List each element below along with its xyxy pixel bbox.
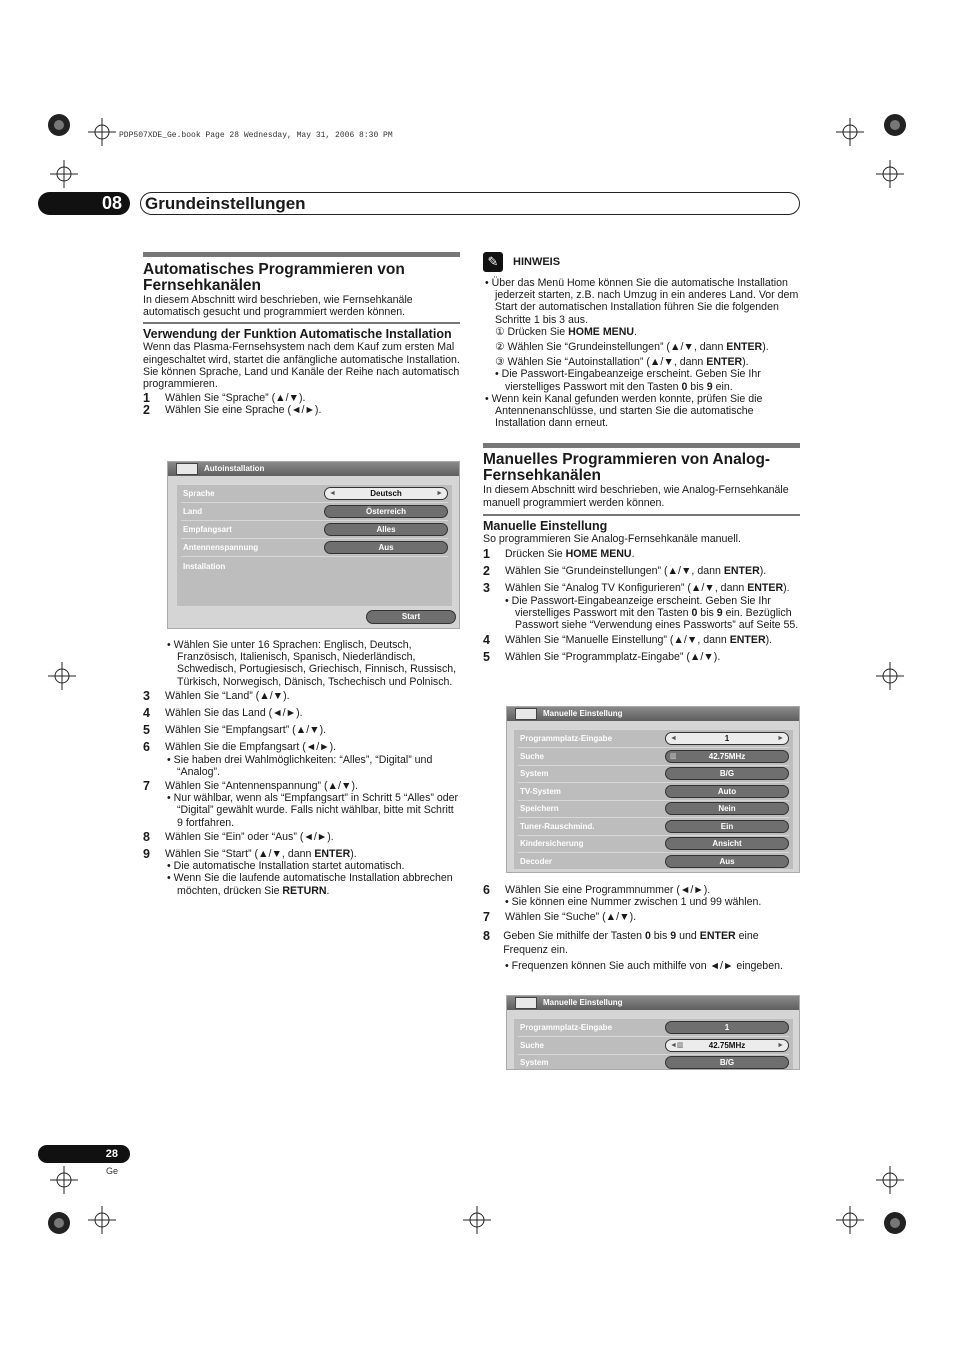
manuelle-einstellung-screen xyxy=(506,706,800,873)
key-home-menu: HOME MENU xyxy=(568,325,635,338)
menu-row-value: 42.75MHz xyxy=(708,1040,746,1050)
step-text: Wählen Sie “Land” (▲/▼). xyxy=(165,689,290,702)
menu-row-label: Kindersicherung xyxy=(520,839,584,848)
step-text-part: bis xyxy=(650,929,671,942)
page-number: 28 xyxy=(38,1145,130,1163)
step-number: 5 xyxy=(143,723,150,738)
tv-menu-icon xyxy=(515,997,537,1009)
note-text: bis xyxy=(687,380,707,393)
menu-row-label: Land xyxy=(183,507,203,516)
step-text: Wählen Sie “Programmplatz-Eingabe” (▲/▼). xyxy=(505,651,721,664)
registration-mark-icon xyxy=(882,112,908,138)
bullet-text: Sie haben drei Wahlmöglichkeiten: “Alles”, “Digital” und “Analog”. xyxy=(173,753,433,778)
step-text-part: Wählen Sie “Manuelle Einstellung” (▲/▼, dann xyxy=(505,634,730,647)
arrow-right-icon: ► xyxy=(436,490,443,497)
step-text: Wählen Sie “Ein” oder “Aus” (◄/►). xyxy=(165,830,334,843)
bullet-text: . xyxy=(326,884,330,897)
note-text: ). xyxy=(762,341,769,354)
step-number: 7 xyxy=(143,779,150,794)
chapter-title: Grundeinstellungen xyxy=(140,192,800,215)
step-text: Wählen Sie “Sprache” (▲/▼). xyxy=(165,392,306,405)
menu-row-label: Suche xyxy=(520,1040,545,1050)
menu-row-system[interactable] xyxy=(518,1054,789,1070)
menu-row-label: Speichern xyxy=(520,804,559,813)
menu-row-value: 1 xyxy=(665,1021,789,1034)
note-substep xyxy=(483,341,800,353)
value-selector[interactable] xyxy=(665,1039,789,1052)
note-text: ein. xyxy=(712,380,733,393)
step xyxy=(483,911,800,923)
step-text-part: Drücken Sie xyxy=(505,548,566,561)
step-number: 4 xyxy=(483,633,490,648)
menu-row-label: Sprache xyxy=(183,489,215,498)
crosshair-icon xyxy=(876,160,904,188)
menu-row-label: Programmplatz-Eingabe xyxy=(520,734,613,743)
step-number: 2 xyxy=(143,403,150,418)
step-number: 2 xyxy=(483,564,490,579)
bullet-text: Wenn Sie die laufende automatische Installation abbrechen möchten, drücken Sie xyxy=(173,872,453,897)
note-text: ② Wählen Sie “Grundeinstellungen” (▲/▼, dann xyxy=(495,341,727,354)
menu-row-value: Alles xyxy=(324,523,448,536)
step-text: Wählen Sie “Antennenspannung” (▲/▼). xyxy=(165,780,358,793)
step-text: Wählen Sie “Empfangsart” (▲/▼). xyxy=(165,724,327,737)
menu-row-decoder[interactable] xyxy=(518,853,789,871)
menu-row-label: Installation xyxy=(183,561,226,571)
menu-row-kindersicherung[interactable] xyxy=(518,835,789,853)
note-substep xyxy=(483,356,800,368)
screen-title: Autoinstallation xyxy=(204,464,265,473)
crosshair-icon xyxy=(463,1206,491,1234)
step-text-part: und xyxy=(676,929,700,942)
step-number: 6 xyxy=(143,740,150,755)
step-text xyxy=(505,565,766,577)
value-selector[interactable] xyxy=(665,750,789,763)
menu-row-label: Programmplatz-Eingabe xyxy=(520,1023,613,1032)
crosshair-icon xyxy=(50,160,78,188)
step-number: 5 xyxy=(483,650,490,665)
key-home-menu: HOME MENU xyxy=(565,548,632,561)
section-rule xyxy=(143,252,460,257)
step xyxy=(483,651,800,663)
left-column-steps xyxy=(143,639,460,897)
note-text: Über das Menü Home können Sie die automatische Installation jederzeit starten, z.B. nach Umzug in ein anderes Land. Vor dem Start der automatischen Installation führen Sie die folgenden Schritte 1 bis 3 aus. xyxy=(491,277,799,326)
bullet-text: bis xyxy=(697,606,717,619)
key-9: 9 xyxy=(670,929,677,942)
step xyxy=(143,404,460,416)
step-number: 7 xyxy=(483,910,490,925)
menu-row-value: Ansicht xyxy=(665,837,789,850)
subsection-heading: Verwendung der Funktion Automatische Installation xyxy=(143,327,452,342)
menu-row-value: Ein xyxy=(665,820,789,833)
bullet-text: Wählen Sie unter 16 Sprachen: Englisch, Deutsch, Französisch, Italienisch, Spanisch, Niederländisch, Schwedisch, Portugiesisch, Griechisch, Finnisch, Russisch, Türkisch, Norwegisch, Dänisch, Tschechisch und Polnisch. xyxy=(173,639,457,688)
step xyxy=(483,582,800,594)
crosshair-icon xyxy=(88,1206,116,1234)
subsection-rule xyxy=(143,322,460,324)
note-bullet: • Wenn kein Kanal gefunden werden konnte, prüfen Sie die Antennenanschlüsse, und starten Sie die automatische Installation dann erneut. xyxy=(485,392,763,430)
step-text-part: Geben Sie mithilfe der Tasten xyxy=(503,929,645,942)
step-number: 8 xyxy=(483,928,490,943)
menu-row-label: Empfangsart xyxy=(183,525,232,534)
menu-row-label: System xyxy=(520,769,549,778)
menu-row-land[interactable] xyxy=(181,503,448,521)
crosshair-icon xyxy=(836,1206,864,1234)
bullet-text: ein. Bezüglich Passwort siehe “Verwendung eines Passworts” auf Seite 55. xyxy=(515,606,799,632)
pencil-note-icon: ✎ xyxy=(483,252,503,272)
section-heading: Automatisches Programmieren von Fernsehkanälen xyxy=(143,261,405,294)
screen-title-bar xyxy=(507,996,799,1010)
value-selector[interactable] xyxy=(324,487,448,500)
menu-row-installation[interactable] xyxy=(181,557,448,575)
menu-row-value: Nein xyxy=(665,802,789,815)
tv-menu-icon xyxy=(176,463,198,475)
bullet-text: Die Passwort-Eingabeanzeige erscheint. Geben Sie Ihr vierstelliges Passwort mit den Tasten xyxy=(511,594,771,619)
menu-row-value: 1 xyxy=(724,734,730,743)
step xyxy=(143,780,460,792)
step-text: Wählen Sie die Empfangsart (◄/►). xyxy=(165,741,337,754)
step-text xyxy=(505,582,790,594)
step-text-part: ). xyxy=(350,848,357,861)
step xyxy=(143,831,460,843)
print-line: PDP507XDE_Ge.book Page 28 Wednesday, May 31, 2006 8:30 PM xyxy=(119,131,393,140)
step-text-part: ). xyxy=(783,582,790,595)
menu-row-value: Auto xyxy=(665,785,789,798)
crosshair-icon xyxy=(48,662,76,690)
key-enter: ENTER xyxy=(723,565,760,578)
right-column xyxy=(483,252,800,664)
menu-row-label: System xyxy=(520,1058,549,1067)
crosshair-icon xyxy=(50,1166,78,1194)
step-text: Wählen Sie eine Sprache (◄/►). xyxy=(165,404,322,417)
menu-row-label: Antennenspannung xyxy=(183,543,259,552)
step-number: 8 xyxy=(143,829,150,844)
registration-mark-icon xyxy=(882,1210,908,1236)
bullet: • Frequenzen können Sie auch mithilfe von ◄/► eingeben. xyxy=(505,959,783,972)
key-return: RETURN xyxy=(282,884,327,897)
step-number: 1 xyxy=(143,391,150,406)
screen-title-bar xyxy=(168,462,459,476)
start-button[interactable]: Start xyxy=(366,610,456,624)
bullet-text: Die automatische Installation startet automatisch. xyxy=(173,860,405,873)
bullet: • Sie haben drei Wahlmöglichkeiten: “Alles”, “Digital” und “Analog”. xyxy=(167,753,433,778)
bullet-text: Sie können eine Nummer zwischen 1 und 99 wählen. xyxy=(511,896,762,909)
menu-row-tv-system[interactable] xyxy=(518,783,789,801)
step-number: 3 xyxy=(483,581,490,596)
step xyxy=(143,848,460,860)
arrow-left-icon: ◄▥ xyxy=(670,1041,684,1049)
key-0: 0 xyxy=(644,929,651,942)
step-text-part: eine Frequenz ein. xyxy=(503,929,759,956)
right-column-steps xyxy=(483,884,800,972)
bullet: • Sie können eine Nummer zwischen 1 und 99 wählen. xyxy=(505,896,762,909)
key-enter: ENTER xyxy=(726,341,763,354)
key-enter: ENTER xyxy=(729,634,766,647)
frequency-bar-icon: ▥ xyxy=(670,752,677,760)
hinweis-header xyxy=(483,252,800,272)
left-column xyxy=(143,252,460,417)
chapter-number: 08 xyxy=(38,192,130,215)
arrow-right-icon: ► xyxy=(777,735,784,742)
bullet: • Wählen Sie unter 16 Sprachen: Englisch, Deutsch, Französisch, Italienisch, Spanisch, Niederländisch, Schwedisch, Portugiesisch, Griechisch, Finnisch, Russisch, Türkisch, Norwegisch, Dänisch, Tschechisch und Polnisch. xyxy=(167,639,457,688)
menu-row-suche[interactable] xyxy=(518,748,789,766)
step-text-part: Wählen Sie “Grundeinstellungen” (▲/▼, dann xyxy=(505,565,724,578)
menu-row-suche[interactable] xyxy=(518,1037,789,1055)
key-enter: ENTER xyxy=(699,929,736,942)
bullet-text: Nur wählbar, wenn als “Empfangsart” in Schritt 5 “Alles” oder “Digital” gewählt wurde. Falls nicht wählbar, bitte mit Schritt 9 fortfahren. xyxy=(173,792,459,829)
step xyxy=(143,724,460,736)
step xyxy=(143,741,460,753)
section-heading: Manuelles Programmieren von Analog-Fernsehkanälen xyxy=(483,451,771,485)
crosshair-icon xyxy=(836,118,864,146)
subsection-text: So programmieren Sie Analog-Fernsehkanäle manuell. xyxy=(483,532,741,545)
step-text-part: . xyxy=(631,548,635,561)
menu-row-programmplatz[interactable] xyxy=(518,1019,789,1037)
crosshair-icon xyxy=(88,118,116,146)
menu-row-label: TV-System xyxy=(520,786,561,796)
step-number: 9 xyxy=(143,847,150,862)
step-text xyxy=(505,634,772,646)
screen-panel xyxy=(513,1018,794,1070)
section-intro: In diesem Abschnitt wird beschrieben, wie Fernsehkanäle automatisch gesucht und programmiert werden können. xyxy=(143,294,413,319)
note-text: ① Drücken Sie xyxy=(495,325,569,338)
section-rule xyxy=(483,443,800,448)
crosshair-icon xyxy=(876,1166,904,1194)
note-substep xyxy=(483,326,800,338)
menu-row-value: Deutsch xyxy=(370,489,402,498)
menu-row-programmplatz[interactable] xyxy=(518,730,789,748)
bullet: • Die Passwort-Eingabeanzeige erscheint. Geben Sie Ihr vierstelliges Passwort mit den Tasten 0 bis 9 ein. Bezüglich Passwort siehe “Verwendung eines Passworts” auf Seite 55. xyxy=(505,594,799,632)
bullet: • Die automatische Installation startet automatisch. xyxy=(167,860,405,873)
registration-mark-icon xyxy=(46,1210,72,1236)
key-9: 9 xyxy=(716,606,723,619)
key-enter: ENTER xyxy=(706,356,743,369)
tv-menu-icon xyxy=(515,708,537,720)
menu-row-label: Tuner-Rauschmind. xyxy=(520,821,595,831)
note-bullet: • Über das Menü Home können Sie die automatische Installation jederzeit starten, z.B. nach Umzug in ein anderes Land. Vor dem Start der automatischen Installation führen Sie die folgenden Schritte 1 bis 3 aus. xyxy=(485,277,799,326)
subsection-rule xyxy=(483,514,800,516)
menu-row-value: Aus xyxy=(324,541,448,554)
key-0: 0 xyxy=(681,380,688,393)
step xyxy=(483,929,800,957)
language-code: Ge xyxy=(106,1166,119,1176)
screen-title: Manuelle Einstellung xyxy=(543,709,623,718)
menu-row-value: B/G xyxy=(665,1056,789,1069)
menu-row-value: Österreich xyxy=(324,505,448,518)
step xyxy=(143,690,460,702)
menu-row-label: Suche xyxy=(520,751,545,761)
note-text: Die Passwort-Eingabeanzeige erscheint. Geben Sie Ihr vierstelliges Passwort mit den Tasten xyxy=(501,368,761,393)
screen-title-bar xyxy=(507,707,799,721)
menu-row-value: B/G xyxy=(665,767,789,780)
step-number: 6 xyxy=(483,883,490,897)
screen-title: Manuelle Einstellung xyxy=(543,998,623,1007)
note-text: ). xyxy=(742,356,749,369)
menu-row-antennenspannung[interactable] xyxy=(181,539,448,557)
step-text: Wählen Sie das Land (◄/►). xyxy=(165,707,303,720)
menu-row-empfangsart[interactable] xyxy=(181,521,448,539)
step-text xyxy=(165,848,357,860)
arrow-left-icon: ◄ xyxy=(329,490,336,497)
bullet: • Wenn Sie die laufende automatische Installation abbrechen möchten, drücken Sie RETURN. xyxy=(167,872,453,897)
step-text: Wählen Sie eine Programmnummer (◄/►). xyxy=(505,884,711,896)
arrow-right-icon: ► xyxy=(777,1041,784,1049)
crosshair-icon xyxy=(876,662,904,690)
autoinstallation-screen xyxy=(167,461,460,629)
step-number: 1 xyxy=(483,547,490,562)
step xyxy=(483,565,800,577)
step xyxy=(143,392,460,404)
step-text-part: Wählen Sie “Analog TV Konfigurieren” (▲/▼, dann xyxy=(505,582,748,595)
section-intro: In diesem Abschnitt wird beschrieben, wie Analog-Fernsehkanäle manuell programmiert werden können. xyxy=(483,484,789,509)
note-subbullet: • Die Passwort-Eingabeanzeige erscheint. Geben Sie Ihr vierstelliges Passwort mit den Tasten 0 bis 9 ein. xyxy=(495,368,761,393)
registration-mark-icon xyxy=(46,112,72,138)
menu-row-system[interactable] xyxy=(518,765,789,783)
step xyxy=(483,884,800,896)
key-enter: ENTER xyxy=(747,582,784,595)
menu-row-sprache[interactable] xyxy=(181,485,448,503)
manuelle-einstellung-screen-partial xyxy=(506,995,800,1070)
step xyxy=(483,634,800,646)
step-text-part: ). xyxy=(765,634,773,647)
hinweis-label: HINWEIS xyxy=(513,255,561,268)
step-text: Wählen Sie “Suche” (▲/▼). xyxy=(505,911,637,924)
menu-row-tuner[interactable] xyxy=(518,818,789,836)
menu-row-speichern[interactable] xyxy=(518,800,789,818)
step-text xyxy=(505,548,635,560)
key-9: 9 xyxy=(706,380,713,393)
step-text-part: ). xyxy=(759,565,767,578)
step xyxy=(143,707,460,719)
note-text: . xyxy=(634,325,637,338)
subsection-text: Wenn das Plasma-Fernsehsystem nach dem Kauf zum ersten Mal eingeschaltet wird, startet die anfängliche automatische Installation. Sie können Sprache, Land und Kanäle der Reihe nach automatisch programmieren. xyxy=(143,341,460,391)
note-text: Wenn kein Kanal gefunden werden konnte, prüfen Sie die Antennenanschlüsse, und starten Sie die automatische Installation dann erneut. xyxy=(491,392,763,430)
key-0: 0 xyxy=(691,606,698,619)
step-number: 4 xyxy=(143,706,150,721)
arrow-left-icon: ◄ xyxy=(670,735,677,742)
step-text xyxy=(503,929,800,957)
menu-row-value: Aus xyxy=(665,855,789,868)
screen-panel xyxy=(176,484,453,607)
key-enter: ENTER xyxy=(314,848,351,861)
menu-row-value: 42.75MHz xyxy=(708,751,746,761)
step xyxy=(483,548,800,560)
subsection-heading: Manuelle Einstellung xyxy=(483,518,608,533)
bullet-text: Frequenzen können Sie auch mithilfe von ◄/► eingeben. xyxy=(511,959,783,972)
menu-row-label: Decoder xyxy=(520,857,553,866)
screen-panel xyxy=(513,729,794,870)
value-selector[interactable] xyxy=(665,732,789,745)
note-text: ③ Wählen Sie “Autoinstallation” (▲/▼, dann xyxy=(495,356,707,369)
bullet: • Nur wählbar, wenn als “Empfangsart” in Schritt 5 “Alles” oder “Digital” gewählt wurde. Falls nicht wählbar, bitte mit Schritt 9 fortfahren. xyxy=(167,792,459,829)
step-text-part: Wählen Sie “Start” (▲/▼, dann xyxy=(165,848,315,861)
step-number: 3 xyxy=(143,688,150,703)
